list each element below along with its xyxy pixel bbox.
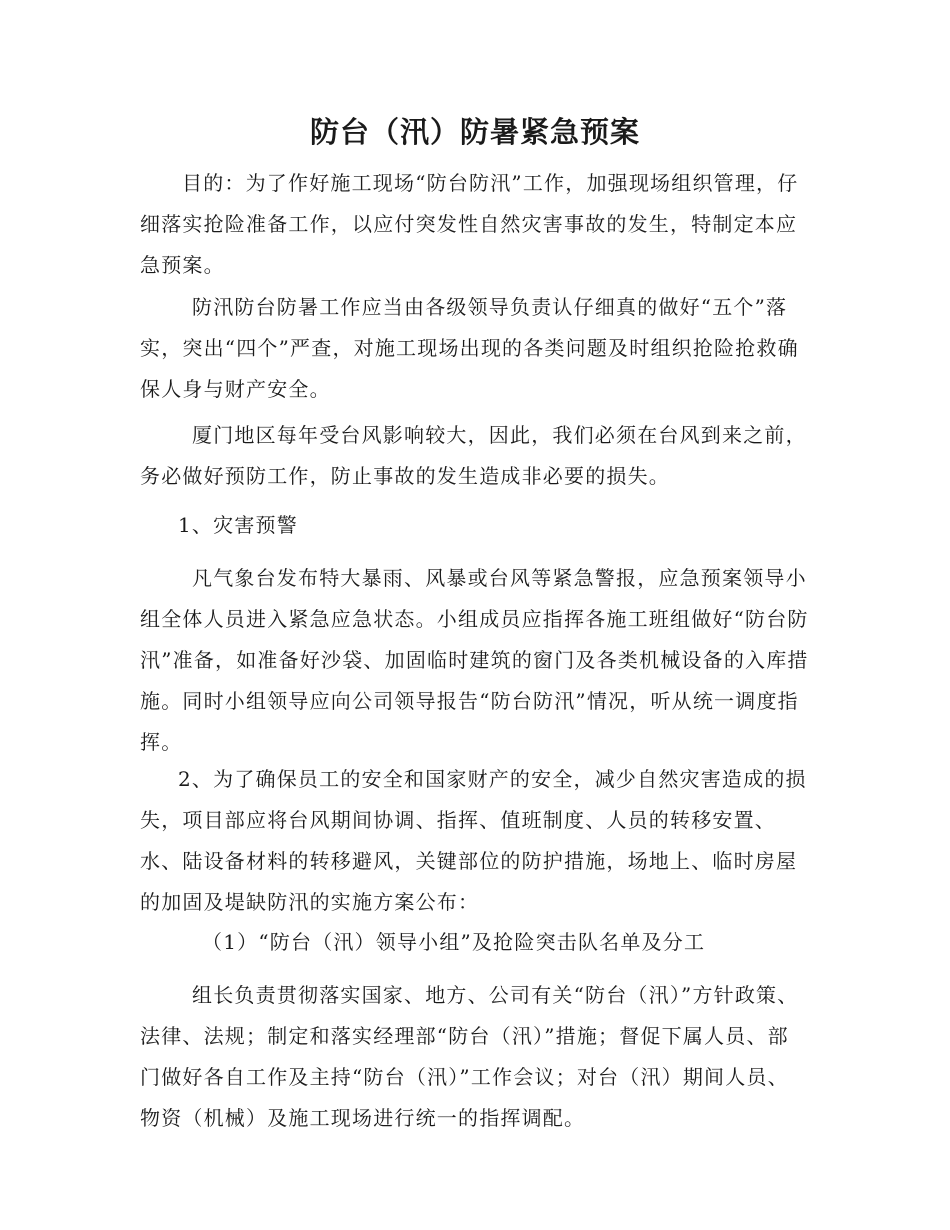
paragraph-group-leader-duties: 组长负责贯彻落实国家、地方、公司有关“防台（汛）”方针政策、法律、法规；制定和落实经理部“防台（汛）”措施；督促下属人员、部门做好各自工作及主持“防台（汛）”工作会议；对台（汛）期间人员、物资（机械）及施工现场进行统一的指挥调配。 — [140, 983, 799, 1130]
section-heading-disaster-warning: 1、灾害预警 — [178, 513, 298, 537]
paragraph-warning-response: 凡气象台发布特大暴雨、风暴或台风等紧急警报，应急预案领导小组全体人员进入紧急应急状态。小组成员应指挥各施工班组做好“防台防汛”准备，如准备好沙袋、加固临时建筑的窗门及各类机械设备的入库措施。同时小组领导应向公司领导报告“防台防汛”情况，听从统一调度指挥。 — [140, 566, 809, 754]
paragraph-xiamen-typhoon: 厦门地区每年受台风影响较大，因此，我们必须在台风到来之前，务必做好预防工作，防止事故的发生造成非必要的损失。 — [140, 423, 807, 488]
subsection-heading-leadership-group: （1）“防台（汛）领导小组”及抢险突击队名单及分工 — [202, 930, 706, 954]
paragraph-safety-plan: 2、为了确保员工的安全和国家财产的安全，减少自然灾害造成的损失，项目部应将台风期间协调、指挥、值班制度、人员的转移安置、水、陆设备材料的转移避风，关键部位的防护措施，场地上、临时房屋的加固及堤缺防汛的实施方案公布： — [140, 767, 807, 914]
document-title: 防台（汛）防暑紧急预案 — [309, 115, 640, 149]
paragraph-responsibility: 防汛防台防暑工作应当由各级领导负责认仔细真的做好“五个”落实，突出“四个”严查，对施工现场出现的各类问题及时组织抢险抢救确保人身与财产安全。 — [140, 295, 799, 401]
paragraph-purpose: 目的：为了作好施工现场“防台防汛”工作，加强现场组织管理，仔细落实抢险准备工作，以应付突发性自然灾害事故的发生，特制定本应急预案。 — [140, 171, 799, 277]
